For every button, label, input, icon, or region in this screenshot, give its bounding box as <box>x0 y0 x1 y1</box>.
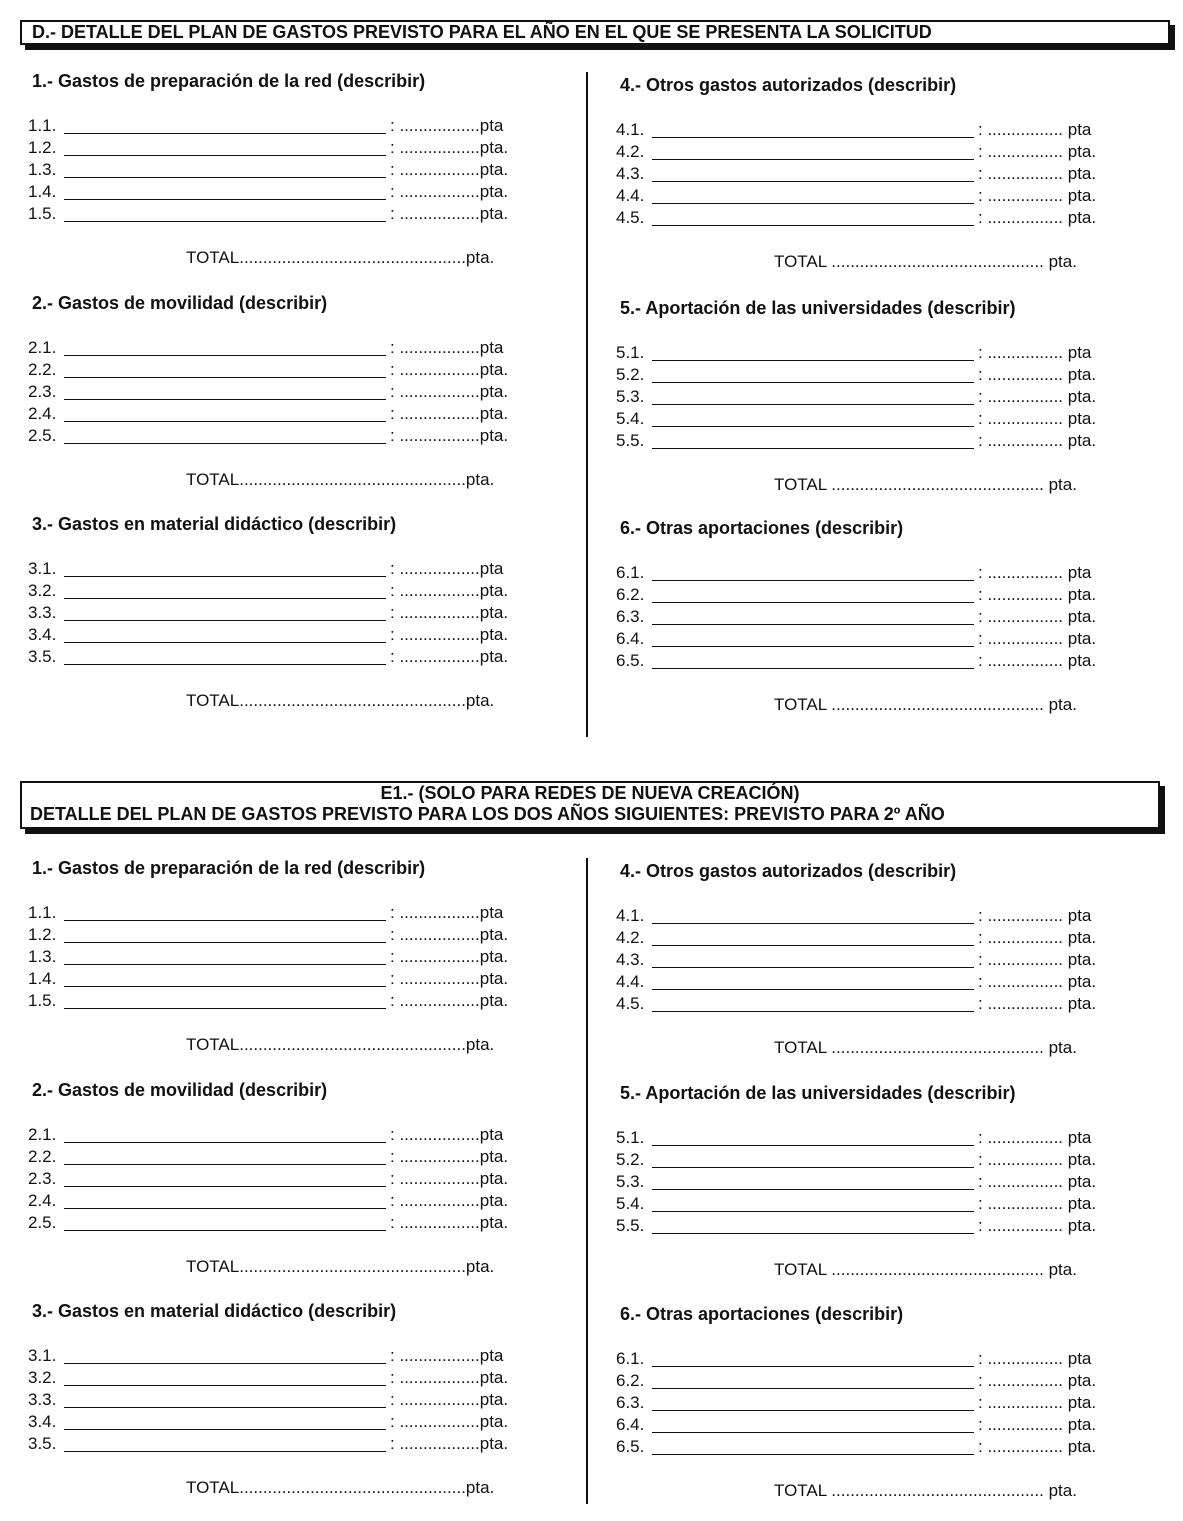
amount-field[interactable]: : ................ pta <box>978 1349 1092 1368</box>
expense-row <box>616 607 1136 629</box>
amount-field[interactable]: : .................pta. <box>390 947 509 966</box>
amount-field[interactable]: : ................ pta. <box>978 142 1097 161</box>
amount-field[interactable]: : ................ pta. <box>978 994 1097 1013</box>
description-field[interactable] <box>64 620 386 621</box>
row-number: 5.4. <box>616 1194 645 1213</box>
description-field[interactable] <box>652 1233 974 1234</box>
amount-field[interactable]: : .................pta. <box>390 204 509 223</box>
amount-field[interactable]: : .................pta <box>390 116 504 135</box>
expense-row <box>28 182 548 204</box>
description-field[interactable] <box>652 1388 974 1389</box>
description-field[interactable] <box>64 664 386 665</box>
amount-field[interactable]: : ................ pta <box>978 1128 1092 1147</box>
amount-field[interactable]: : .................pta. <box>390 138 509 157</box>
description-field[interactable] <box>64 1230 386 1231</box>
total-field[interactable]: TOTAL ............................................. pta. <box>774 475 1077 494</box>
description-field[interactable] <box>652 159 974 160</box>
expense-row <box>616 585 1136 607</box>
row-number: 3.5. <box>28 1434 57 1453</box>
row-number: 6.2. <box>616 585 645 604</box>
total-row <box>28 470 548 492</box>
description-field[interactable] <box>64 355 386 356</box>
row-number: 4.3. <box>616 164 645 183</box>
row-number: 3.3. <box>28 1390 57 1409</box>
expense-row <box>28 138 548 160</box>
section-d-header <box>20 20 1170 45</box>
description-field[interactable] <box>64 986 386 987</box>
row-number: 2.4. <box>28 404 57 423</box>
expense-row <box>616 928 1136 950</box>
expense-row <box>616 1393 1136 1415</box>
description-field[interactable] <box>652 404 974 405</box>
total-field[interactable]: TOTAL................................................pta. <box>186 248 495 267</box>
expense-row <box>28 404 548 426</box>
amount-field[interactable]: : .................pta. <box>390 182 509 201</box>
description-field[interactable] <box>652 1410 974 1411</box>
description-field[interactable] <box>652 203 974 204</box>
row-number: 2.1. <box>28 1125 57 1144</box>
amount-field[interactable]: : ................ pta. <box>978 409 1097 428</box>
row-number: 5.5. <box>616 431 645 450</box>
expense-row <box>616 651 1136 673</box>
description-field[interactable] <box>652 1167 974 1168</box>
amount-field[interactable]: : .................pta. <box>390 969 509 988</box>
total-row <box>28 691 548 713</box>
section-d-title: D.- DETALLE DEL PLAN DE GASTOS PREVISTO PARA EL AÑO EN EL QUE SE PRESENTA LA SOLICITUD <box>32 22 932 42</box>
total-row <box>616 1481 1136 1503</box>
expense-row <box>28 947 548 969</box>
row-number: 3.1. <box>28 1346 57 1365</box>
description-field[interactable] <box>64 1407 386 1408</box>
group-title: 1.- Gastos de preparación de la red (describir) <box>32 71 426 91</box>
total-field[interactable]: TOTAL................................................pta. <box>186 1478 495 1497</box>
amount-field[interactable]: : ................ pta. <box>978 387 1097 406</box>
expense-row <box>28 1191 548 1213</box>
amount-field[interactable]: : ................ pta <box>978 906 1092 925</box>
amount-field[interactable]: : ................ pta. <box>978 1415 1097 1434</box>
row-number: 2.2. <box>28 1147 57 1166</box>
row-number: 6.3. <box>616 1393 645 1412</box>
row-number: 6.1. <box>616 1349 645 1368</box>
expense-row <box>616 186 1136 208</box>
expense-row <box>28 426 548 448</box>
row-number: 1.4. <box>28 182 57 201</box>
amount-field[interactable]: : .................pta. <box>390 360 509 379</box>
description-field[interactable] <box>652 426 974 427</box>
amount-field[interactable]: : .................pta. <box>390 1412 509 1431</box>
amount-field[interactable]: : .................pta. <box>390 160 509 179</box>
row-number: 4.1. <box>616 120 645 139</box>
row-number: 2.5. <box>28 426 57 445</box>
row-number: 4.4. <box>616 186 645 205</box>
section-e1-header <box>20 781 1160 829</box>
row-number: 6.4. <box>616 1415 645 1434</box>
row-number: 1.3. <box>28 947 57 966</box>
description-field[interactable] <box>64 642 386 643</box>
description-field[interactable] <box>64 920 386 921</box>
total-row <box>28 1478 548 1500</box>
amount-field[interactable]: : .................pta. <box>390 382 509 401</box>
expense-row <box>28 1434 548 1456</box>
section-e1-title-line1: E1.- (SOLO PARA REDES DE NUEVA CREACIÓN) <box>380 783 800 803</box>
amount-field[interactable]: : .................pta. <box>390 404 509 423</box>
expense-row <box>616 994 1136 1016</box>
amount-field[interactable]: : ................ pta. <box>978 928 1097 947</box>
total-row <box>616 252 1136 274</box>
expense-row <box>616 164 1136 186</box>
description-field[interactable] <box>64 443 386 444</box>
expense-row <box>616 409 1136 431</box>
amount-field[interactable]: : ................ pta. <box>978 629 1097 648</box>
amount-field[interactable]: : .................pta. <box>390 1147 509 1166</box>
amount-field[interactable]: : ................ pta. <box>978 186 1097 205</box>
amount-field[interactable]: : ................ pta. <box>978 1371 1097 1390</box>
amount-field[interactable]: : ................ pta <box>978 120 1092 139</box>
description-field[interactable] <box>652 382 974 383</box>
amount-field[interactable]: : .................pta. <box>390 991 509 1010</box>
expense-row <box>28 991 548 1013</box>
amount-field[interactable]: : ................ pta. <box>978 1194 1097 1213</box>
description-field[interactable] <box>652 448 974 449</box>
description-field[interactable] <box>652 360 974 361</box>
amount-field[interactable]: : ................ pta. <box>978 1172 1097 1191</box>
expense-row <box>28 160 548 182</box>
expense-row <box>616 1150 1136 1172</box>
total-field[interactable]: TOTAL................................................pta. <box>186 1257 495 1276</box>
expense-row <box>28 1147 548 1169</box>
total-field[interactable]: TOTAL ............................................. pta. <box>774 252 1077 271</box>
total-row <box>28 1257 548 1279</box>
total-field[interactable]: TOTAL................................................pta. <box>186 1035 495 1054</box>
d-group-movilidad <box>28 293 548 492</box>
column-divider-e1 <box>586 858 588 1504</box>
total-row <box>28 1035 548 1057</box>
total-row <box>616 475 1136 497</box>
expense-row <box>616 1437 1136 1459</box>
amount-field[interactable]: : .................pta <box>390 1125 504 1144</box>
expense-row <box>28 360 548 382</box>
amount-field[interactable]: : ................ pta. <box>978 607 1097 626</box>
description-field[interactable] <box>64 942 386 943</box>
group-title: 3.- Gastos en material didáctico (describir) <box>32 514 397 534</box>
expense-row <box>616 563 1136 585</box>
expense-row <box>616 387 1136 409</box>
row-number: 2.4. <box>28 1191 57 1210</box>
group-title: 5.- Aportación de las universidades (describir) <box>620 1083 1016 1103</box>
amount-field[interactable]: : .................pta. <box>390 925 509 944</box>
group-title: 5.- Aportación de las universidades (describir) <box>620 298 1016 318</box>
description-field[interactable] <box>652 1011 974 1012</box>
description-field[interactable] <box>64 1008 386 1009</box>
row-number: 2.1. <box>28 338 57 357</box>
group-title: 2.- Gastos de movilidad (describir) <box>32 293 328 313</box>
group-title: 3.- Gastos en material didáctico (describir) <box>32 1301 397 1321</box>
description-field[interactable] <box>64 1208 386 1209</box>
description-field[interactable] <box>64 421 386 422</box>
amount-field[interactable]: : .................pta <box>390 903 504 922</box>
expense-row <box>616 972 1136 994</box>
expense-row <box>28 647 548 669</box>
description-field[interactable] <box>652 1366 974 1367</box>
amount-field[interactable]: : .................pta. <box>390 581 509 600</box>
row-number: 4.3. <box>616 950 645 969</box>
amount-field[interactable]: : ................ pta. <box>978 1150 1097 1169</box>
total-field[interactable]: TOTAL ............................................. pta. <box>774 695 1077 714</box>
expense-row <box>616 1415 1136 1437</box>
amount-field[interactable]: : ................ pta. <box>978 651 1097 670</box>
amount-field[interactable]: : ................ pta. <box>978 208 1097 227</box>
description-field[interactable] <box>64 1385 386 1386</box>
expense-row <box>28 1125 548 1147</box>
d-group-preparacion <box>28 71 548 270</box>
row-number: 6.1. <box>616 563 645 582</box>
description-field[interactable] <box>64 1429 386 1430</box>
expense-row <box>616 1216 1136 1238</box>
description-field[interactable] <box>652 1145 974 1146</box>
description-field[interactable] <box>64 377 386 378</box>
row-number: 5.1. <box>616 1128 645 1147</box>
d-group-otros-gastos <box>616 75 1136 274</box>
total-row <box>28 248 548 270</box>
expense-row <box>28 625 548 647</box>
expense-row <box>616 1172 1136 1194</box>
group-title: 4.- Otros gastos autorizados (describir) <box>620 75 957 95</box>
description-field[interactable] <box>652 137 974 138</box>
row-number: 5.1. <box>616 343 645 362</box>
description-field[interactable] <box>64 155 386 156</box>
expense-row <box>28 1169 548 1191</box>
description-field[interactable] <box>652 624 974 625</box>
row-number: 1.3. <box>28 160 57 179</box>
expense-row <box>616 1194 1136 1216</box>
description-field[interactable] <box>652 1432 974 1433</box>
description-field[interactable] <box>64 1142 386 1143</box>
row-number: 3.2. <box>28 581 57 600</box>
row-number: 3.4. <box>28 625 57 644</box>
total-row <box>616 695 1136 717</box>
row-number: 2.3. <box>28 382 57 401</box>
row-number: 5.2. <box>616 1150 645 1169</box>
expense-row <box>616 1128 1136 1150</box>
group-title: 6.- Otras aportaciones (describir) <box>620 518 904 538</box>
row-number: 1.4. <box>28 969 57 988</box>
row-number: 2.3. <box>28 1169 57 1188</box>
row-number: 3.2. <box>28 1368 57 1387</box>
amount-field[interactable]: : ................ pta. <box>978 431 1097 450</box>
amount-field[interactable]: : ................ pta <box>978 563 1092 582</box>
description-field[interactable] <box>64 1164 386 1165</box>
description-field[interactable] <box>652 602 974 603</box>
amount-field[interactable]: : .................pta. <box>390 1213 509 1232</box>
row-number: 4.4. <box>616 972 645 991</box>
row-number: 5.2. <box>616 365 645 384</box>
total-field[interactable]: TOTAL ............................................. pta. <box>774 1260 1077 1279</box>
description-field[interactable] <box>64 964 386 965</box>
description-field[interactable] <box>64 133 386 134</box>
amount-field[interactable]: : .................pta <box>390 1346 504 1365</box>
description-field[interactable] <box>652 967 974 968</box>
row-number: 5.4. <box>616 409 645 428</box>
description-field[interactable] <box>64 1186 386 1187</box>
row-number: 5.3. <box>616 1172 645 1191</box>
description-field[interactable] <box>652 181 974 182</box>
row-number: 2.5. <box>28 1213 57 1232</box>
row-number: 3.4. <box>28 1412 57 1431</box>
description-field[interactable] <box>64 1451 386 1452</box>
total-field[interactable]: TOTAL ............................................. pta. <box>774 1038 1077 1057</box>
amount-field[interactable]: : .................pta. <box>390 1191 509 1210</box>
group-title: 2.- Gastos de movilidad (describir) <box>32 1080 328 1100</box>
expense-row <box>28 903 548 925</box>
description-field[interactable] <box>652 580 974 581</box>
description-field[interactable] <box>64 177 386 178</box>
row-number: 1.5. <box>28 204 57 223</box>
row-number: 1.1. <box>28 903 57 922</box>
description-field[interactable] <box>652 1211 974 1212</box>
amount-field[interactable]: : .................pta. <box>390 1368 509 1387</box>
total-row <box>616 1038 1136 1060</box>
expense-row <box>616 208 1136 230</box>
description-field[interactable] <box>652 646 974 647</box>
description-field[interactable] <box>652 1454 974 1455</box>
description-field[interactable] <box>652 923 974 924</box>
row-number: 1.5. <box>28 991 57 1010</box>
expense-row <box>28 925 548 947</box>
amount-field[interactable]: : .................pta. <box>390 647 509 666</box>
description-field[interactable] <box>652 668 974 669</box>
expense-row <box>616 629 1136 651</box>
group-title: 6.- Otras aportaciones (describir) <box>620 1304 904 1324</box>
expense-row <box>28 116 548 138</box>
row-number: 2.2. <box>28 360 57 379</box>
row-number: 6.5. <box>616 1437 645 1456</box>
expense-row <box>28 1368 548 1390</box>
amount-field[interactable]: : .................pta. <box>390 1434 509 1453</box>
total-field[interactable]: TOTAL................................................pta. <box>186 470 495 489</box>
expense-row <box>616 142 1136 164</box>
total-field[interactable]: TOTAL................................................pta. <box>186 691 495 710</box>
group-title: 1.- Gastos de preparación de la red (describir) <box>32 858 426 878</box>
row-number: 4.5. <box>616 994 645 1013</box>
row-number: 6.5. <box>616 651 645 670</box>
expense-row <box>28 1412 548 1434</box>
expense-row <box>28 204 548 226</box>
row-number: 4.2. <box>616 928 645 947</box>
amount-field[interactable]: : .................pta. <box>390 426 509 445</box>
description-field[interactable] <box>652 1189 974 1190</box>
row-number: 3.1. <box>28 559 57 578</box>
description-field[interactable] <box>64 199 386 200</box>
amount-field[interactable]: : .................pta <box>390 338 504 357</box>
row-number: 5.3. <box>616 387 645 406</box>
row-number: 6.2. <box>616 1371 645 1390</box>
row-number: 6.3. <box>616 607 645 626</box>
amount-field[interactable]: : ................ pta. <box>978 585 1097 604</box>
amount-field[interactable]: : ................ pta. <box>978 950 1097 969</box>
expense-row <box>28 603 548 625</box>
total-row <box>616 1260 1136 1282</box>
expense-row <box>28 1346 548 1368</box>
expense-row <box>616 120 1136 142</box>
description-field[interactable] <box>64 399 386 400</box>
amount-field[interactable]: : .................pta. <box>390 625 509 644</box>
row-number: 3.5. <box>28 647 57 666</box>
amount-field[interactable]: : ................ pta. <box>978 1393 1097 1412</box>
amount-field[interactable]: : .................pta <box>390 559 504 578</box>
amount-field[interactable]: : ................ pta. <box>978 972 1097 991</box>
d-group-material <box>28 514 548 713</box>
row-number: 4.5. <box>616 208 645 227</box>
amount-field[interactable]: : .................pta. <box>390 1169 509 1188</box>
expense-row <box>616 343 1136 365</box>
description-field[interactable] <box>652 945 974 946</box>
row-number: 1.2. <box>28 138 57 157</box>
description-field[interactable] <box>64 221 386 222</box>
amount-field[interactable]: : .................pta. <box>390 1390 509 1409</box>
row-number: 6.4. <box>616 629 645 648</box>
expense-row <box>28 969 548 991</box>
expense-row <box>28 1213 548 1235</box>
d-group-universidades <box>616 298 1136 497</box>
e1-group-otras-aportaciones <box>616 1304 1136 1503</box>
expense-row <box>616 906 1136 928</box>
amount-field[interactable]: : .................pta. <box>390 603 509 622</box>
expense-row <box>616 1349 1136 1371</box>
d-group-otras-aportaciones <box>616 518 1136 717</box>
row-number: 4.1. <box>616 906 645 925</box>
description-field[interactable] <box>652 225 974 226</box>
expense-row <box>28 581 548 603</box>
row-number: 1.1. <box>28 116 57 135</box>
column-divider-d <box>586 72 588 737</box>
row-number: 1.2. <box>28 925 57 944</box>
expense-row <box>616 1371 1136 1393</box>
amount-field[interactable]: : ................ pta. <box>978 1216 1097 1235</box>
amount-field[interactable]: : ................ pta. <box>978 164 1097 183</box>
expense-row <box>616 365 1136 387</box>
description-field[interactable] <box>64 1363 386 1364</box>
section-e1-title-line2: DETALLE DEL PLAN DE GASTOS PREVISTO PARA LOS DOS AÑOS SIGUIENTES: PREVISTO PARA 2º AÑO <box>30 804 945 824</box>
amount-field[interactable]: : ................ pta. <box>978 365 1097 384</box>
amount-field[interactable]: : ................ pta <box>978 343 1092 362</box>
row-number: 5.5. <box>616 1216 645 1235</box>
row-number: 4.2. <box>616 142 645 161</box>
e1-group-preparacion <box>28 858 548 1057</box>
description-field[interactable] <box>64 598 386 599</box>
description-field[interactable] <box>64 576 386 577</box>
expense-row <box>616 950 1136 972</box>
e1-group-material <box>28 1301 548 1500</box>
expense-row <box>28 559 548 581</box>
expense-row <box>28 338 548 360</box>
e1-group-universidades <box>616 1083 1136 1282</box>
expense-row <box>28 382 548 404</box>
amount-field[interactable]: : ................ pta. <box>978 1437 1097 1456</box>
total-field[interactable]: TOTAL ............................................. pta. <box>774 1481 1077 1500</box>
group-title: 4.- Otros gastos autorizados (describir) <box>620 861 957 881</box>
description-field[interactable] <box>652 989 974 990</box>
expense-row <box>28 1390 548 1412</box>
expense-row <box>616 431 1136 453</box>
e1-group-otros-gastos <box>616 861 1136 1060</box>
row-number: 3.3. <box>28 603 57 622</box>
e1-group-movilidad <box>28 1080 548 1279</box>
